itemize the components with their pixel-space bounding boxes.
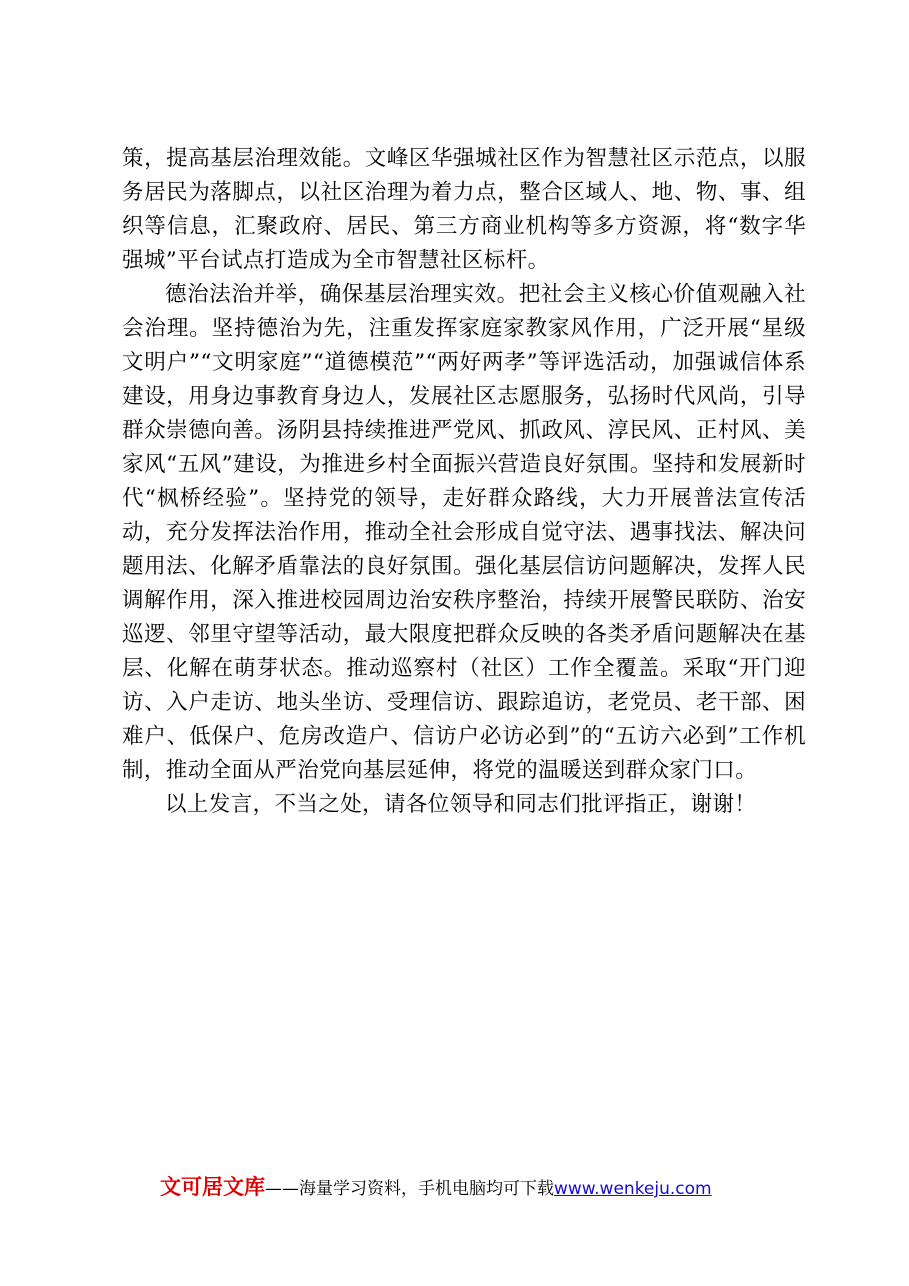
page-footer xyxy=(160,1170,800,1206)
paragraph-closing-remarks: 以上发言，不当之处，请各位领导和同志们批评指正，谢谢！ xyxy=(165,792,757,817)
paragraph-continuation: 策，提高基层治理效能。文峰区华强城社区作为智慧社区示范点，以服务居民为落脚点，以社区治理为着力点，整合区域人、地、物、事、组织等信息，汇聚政府、居民、第三方商业机构等多方资源，将“数字华强城”平台试点打造成为全市智慧社区标杆。 xyxy=(122,146,806,273)
document-body xyxy=(122,142,806,822)
footer-website-link[interactable]: www.wenkeju.com xyxy=(554,1179,712,1199)
footer-brand: 文可居文库 xyxy=(160,1175,265,1199)
paragraph-rule-of-virtue-and-law: 德治法治并举，确保基层治理实效。把社会主义核心价值观融入社会治理。坚持德治为先，注重发挥家庭家教家风作用，广泛开展“星级文明户”“文明家庭”“道德模范”“两好两孝”等评选活动，加强诚信体系建设，用身边事教育身边人，发展社区志愿服务，弘扬时代风尚，引导群众崇德向善。汤阴县持续推进严党风、抓政风、淳民风、正村风、美家风“五风”建设，为推进乡村全面振兴营造良好氛围。坚持和发展新时代“枫桥经验”。坚持党的领导，走好群众路线，大力开展普法宣传活动，充分发挥法治作用，推动全社会形成自觉守法、遇事找法、解决问题用法、化解矛盾靠法的良好氛围。强化基层信访问题解决，发挥人民调解作用，深入推进校园周边治安秩序整治，持续开展警民联防、治安巡逻、邻里守望等活动，最大限度把群众反映的各类矛盾问题解决在基层、化解在萌芽状态。推动巡察村（社区）工作全覆盖。采取“开门迎访、入户走访、地头坐访、受理信访、跟踪追访，老党员、老干部、困难户、低保户、危房改造户、信访户必访必到”的“五访六必到”工作机制，推动全面从严治党向基层延伸，将党的温暖送到群众家门口。 xyxy=(122,282,806,783)
footer-tagline: ——海量学习资料，手机电脑均可下载 xyxy=(265,1179,554,1199)
